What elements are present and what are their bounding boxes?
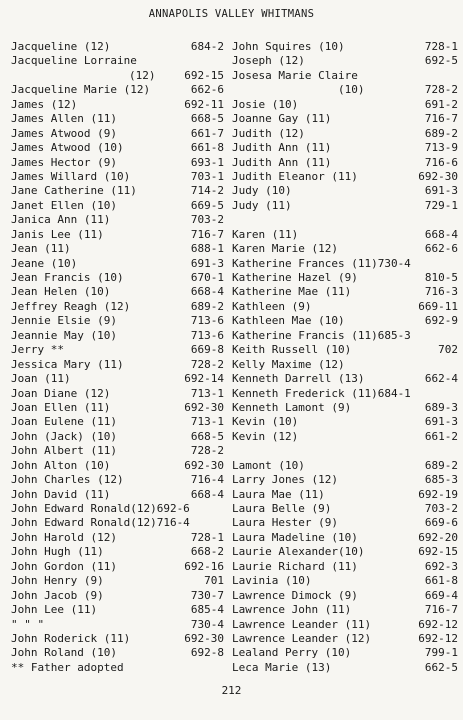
index-entry xyxy=(11,199,224,213)
index-entry xyxy=(11,401,224,415)
entry-name: Lawrence Leander (12) xyxy=(232,631,372,645)
entry-reference: 716-7 xyxy=(424,603,458,617)
index-entry xyxy=(11,141,224,155)
index-entry xyxy=(11,184,224,198)
index-entry xyxy=(232,502,458,516)
entry-reference: 661-7 xyxy=(190,126,224,140)
entry-name: Jennie Elsie (9) xyxy=(11,314,117,328)
index-entry xyxy=(11,285,224,299)
page-number: 212 xyxy=(221,684,242,697)
entry-reference: 692-9 xyxy=(424,314,458,328)
entry-name: Lealand Perry (10) xyxy=(232,646,352,660)
index-entry xyxy=(11,127,224,141)
entry-reference: 728-2 xyxy=(424,83,458,97)
index-entry xyxy=(11,69,224,83)
entry-reference: 692-3 xyxy=(424,559,458,573)
entry-name: Joseph (12) xyxy=(232,54,305,68)
index-entry xyxy=(232,40,458,54)
index-entry xyxy=(232,646,458,660)
entry-reference: 703-1 xyxy=(190,169,224,183)
entry-name: Lawrence Dimock (9) xyxy=(232,588,358,602)
entry-name: John Roderick (11) xyxy=(11,631,131,645)
entry-name: Laura Belle (9) xyxy=(232,502,332,515)
page-title: ANNAPOLIS VALLEY WHITMANS xyxy=(148,8,315,20)
entry-name: Laura Mae (11) xyxy=(232,487,325,501)
index-entry xyxy=(11,242,224,256)
entry-reference: 716-3 xyxy=(424,285,458,299)
index-entry xyxy=(11,603,224,617)
entry-reference: 728-2 xyxy=(190,357,224,371)
index-entry xyxy=(11,372,224,386)
entry-reference: 668-5 xyxy=(190,429,224,443)
index-entry xyxy=(232,156,458,170)
index-entry xyxy=(232,127,458,141)
index-entry xyxy=(11,661,224,675)
entry-reference: 703-2 xyxy=(190,213,224,227)
index-entry xyxy=(11,632,224,646)
index-entry xyxy=(11,213,224,227)
index-entry xyxy=(11,430,224,444)
entry-reference: 810-5 xyxy=(424,271,458,284)
index-entry xyxy=(11,618,224,632)
entry-name: John Edward Ronald(12)692-6 xyxy=(11,502,190,515)
entry-name: Kevin (12) xyxy=(232,429,299,443)
entry-reference: 691-3 xyxy=(190,256,224,270)
entry-name: John (Jack) (10) xyxy=(11,429,117,443)
entry-reference: 692-15 xyxy=(418,545,458,559)
entry-name: John David (11) xyxy=(11,487,111,501)
entry-name: Judith (12) xyxy=(232,126,305,140)
entry-reference: 692-12 xyxy=(418,617,458,631)
entry-reference: 692-19 xyxy=(418,487,458,501)
entry-name: Jacqueline (12) xyxy=(11,40,111,53)
index-entry xyxy=(11,415,224,429)
index-entry xyxy=(232,228,458,242)
entry-name: John Hugh (11) xyxy=(11,545,104,559)
index-entry xyxy=(232,271,458,285)
entry-name: " " " xyxy=(11,617,45,631)
entry-reference: 669-4 xyxy=(424,588,458,602)
entry-reference: 730-7 xyxy=(190,588,224,602)
entry-name: Laura Hester (9) xyxy=(232,516,338,530)
entry-name: Kenneth Darrell (13) xyxy=(232,372,365,386)
entry-reference: 730-4 xyxy=(190,617,224,631)
entry-reference: 799-1 xyxy=(424,646,458,660)
entry-name: Lamont (10) xyxy=(232,458,305,472)
index-entry xyxy=(11,545,224,559)
index-entry xyxy=(232,473,458,487)
entry-name: Katherine Frances (11)730-4 xyxy=(232,256,411,270)
entry-reference: 692-12 xyxy=(418,631,458,645)
entry-reference: 685-3 xyxy=(424,473,458,487)
entry-reference: 668-5 xyxy=(190,112,224,126)
entry-reference: 669-6 xyxy=(424,516,458,530)
index-entry xyxy=(11,228,224,242)
entry-name: (10) xyxy=(338,83,365,97)
entry-name: Jane Catherine (11) xyxy=(11,184,137,198)
entry-reference: 692-30 xyxy=(418,169,458,183)
index-entry xyxy=(11,459,224,473)
index-entry xyxy=(11,257,224,271)
index-entry xyxy=(232,170,458,184)
entry-name: Josesa Marie Claire xyxy=(232,68,358,82)
entry-name: Kathleen (9) xyxy=(232,299,312,313)
index-entry xyxy=(232,358,458,372)
index-entry xyxy=(11,40,224,54)
index-entry xyxy=(232,560,458,574)
index-entry xyxy=(232,603,458,617)
entry-reference: 661-2 xyxy=(424,429,458,443)
index-entry xyxy=(11,488,224,502)
entry-name: James Willard (10) xyxy=(11,169,131,183)
entry-name: Katherine Mae (11) xyxy=(232,285,352,299)
entry-reference: 669-11 xyxy=(418,299,458,313)
entry-name: James (12) xyxy=(11,97,78,111)
index-entry xyxy=(232,661,458,675)
entry-reference: 662-6 xyxy=(190,83,224,97)
entry-name: Jessica Mary (11) xyxy=(11,357,124,371)
entry-name: Jean Francis (10) xyxy=(11,271,124,284)
index-entry xyxy=(11,502,224,516)
entry-reference: 691-3 xyxy=(424,415,458,429)
entry-name: James Atwood (10) xyxy=(11,141,124,155)
entry-reference: 662-4 xyxy=(424,372,458,386)
entry-name: John Lee (11) xyxy=(11,603,98,617)
index-entry xyxy=(11,589,224,603)
index-entry xyxy=(11,54,224,68)
entry-reference: 729-1 xyxy=(424,198,458,212)
index-entry xyxy=(11,271,224,285)
entry-name: Kenneth Frederick (11)684-1 xyxy=(232,386,411,400)
entry-reference: 713-6 xyxy=(190,314,224,328)
entry-reference: 714-2 xyxy=(190,184,224,198)
entry-reference: 693-1 xyxy=(190,155,224,169)
entry-name: Joanne Gay (11) xyxy=(232,112,332,126)
entry-reference: 668-2 xyxy=(190,545,224,559)
entry-reference: 716-4 xyxy=(190,473,224,487)
entry-reference: 669-5 xyxy=(190,198,224,212)
entry-reference: 716-6 xyxy=(424,155,458,169)
entry-name: Kelly Maxime (12) xyxy=(232,357,345,371)
index-entry xyxy=(11,112,224,126)
index-entry xyxy=(232,589,458,603)
index-entry xyxy=(232,141,458,155)
entry-name: Jacqueline Lorraine xyxy=(11,54,137,68)
entry-name: Jean Helen (10) xyxy=(11,285,111,299)
index-entry xyxy=(11,560,224,574)
index-entry xyxy=(232,112,458,126)
index-entry xyxy=(232,401,458,415)
right-index-column xyxy=(232,40,458,675)
index-entry xyxy=(232,387,458,401)
entry-name: Karen (11) xyxy=(232,227,299,241)
index-entry xyxy=(232,184,458,198)
index-entry xyxy=(232,199,458,213)
entry-reference: 689-3 xyxy=(424,400,458,414)
entry-name: John Gordon (11) xyxy=(11,559,117,573)
entry-name: Lavinia (10) xyxy=(232,574,312,588)
entry-name: Josie (10) xyxy=(232,97,299,111)
entry-reference: 713-6 xyxy=(190,328,224,342)
entry-name: Joan Eulene (11) xyxy=(11,415,117,429)
index-entry xyxy=(11,98,224,112)
entry-reference: 661-8 xyxy=(190,141,224,155)
entry-reference: 713-1 xyxy=(190,386,224,400)
index-entry xyxy=(232,545,458,559)
entry-name: John Edward Ronald(12)716-4 xyxy=(11,516,190,530)
entry-reference: 669-8 xyxy=(190,343,224,357)
index-entry xyxy=(232,54,458,68)
index-entry xyxy=(232,329,458,343)
index-entry xyxy=(232,632,458,646)
index-entry xyxy=(232,372,458,386)
index-entry xyxy=(11,170,224,184)
index-entry xyxy=(11,329,224,343)
entry-name: John Alton (10) xyxy=(11,458,111,472)
entry-reference: 702 xyxy=(438,343,458,357)
entry-name: Joan Diane (12) xyxy=(11,386,111,400)
entry-reference: 713-1 xyxy=(190,415,224,429)
entry-reference: 716-7 xyxy=(190,227,224,241)
left-index-column xyxy=(11,40,224,675)
entry-name: Janica Ann (11) xyxy=(11,213,111,227)
entry-reference: 692-15 xyxy=(184,68,224,82)
entry-name: Janet Ellen (10) xyxy=(11,198,117,212)
entry-name: Keith Russell (10) xyxy=(232,343,352,357)
entry-name: Jean (11) xyxy=(11,242,71,256)
entry-name: Jeffrey Reagh (12) xyxy=(11,299,131,313)
index-entry xyxy=(232,98,458,112)
entry-name: Judith Eleanor (11) xyxy=(232,169,358,183)
entry-name: John Roland (10) xyxy=(11,646,117,660)
entry-name: (12) xyxy=(129,68,156,82)
index-entry xyxy=(232,444,458,458)
entry-name: Judith Ann (11) xyxy=(232,155,332,169)
entry-reference: 668-4 xyxy=(190,285,224,299)
entry-name: John Squires (10) xyxy=(232,40,345,53)
entry-reference: 670-1 xyxy=(190,271,224,284)
entry-reference: 716-7 xyxy=(424,112,458,126)
index-entry xyxy=(11,343,224,357)
index-entry xyxy=(232,574,458,588)
entry-name: John Jacob (9) xyxy=(11,588,104,602)
index-entry xyxy=(11,444,224,458)
entry-reference: 713-9 xyxy=(424,141,458,155)
index-entry xyxy=(11,83,224,97)
index-entry xyxy=(11,516,224,530)
entry-name: Kenneth Lamont (9) xyxy=(232,400,352,414)
entry-name: Lawrence John (11) xyxy=(232,603,352,617)
entry-name: Leca Marie (13) xyxy=(232,660,332,674)
entry-reference: 692-16 xyxy=(184,559,224,573)
index-entry xyxy=(232,531,458,545)
entry-name: John Harold (12) xyxy=(11,530,117,544)
entry-name: Judith Ann (11) xyxy=(232,141,332,155)
index-entry xyxy=(232,300,458,314)
entry-name: Jeannie May (10) xyxy=(11,328,117,342)
entry-name: Joan Ellen (11) xyxy=(11,400,111,414)
entry-reference: 728-1 xyxy=(424,40,458,53)
entry-reference: 661-8 xyxy=(424,574,458,588)
index-entry xyxy=(11,387,224,401)
entry-name: James Hector (9) xyxy=(11,155,117,169)
entry-name: Laura Madeline (10) xyxy=(232,530,358,544)
entry-name: ** Father adopted xyxy=(11,660,124,674)
entry-name: Joan (11) xyxy=(11,372,71,386)
entry-name: Laurie Richard (11) xyxy=(232,559,358,573)
entry-reference: 692-20 xyxy=(418,530,458,544)
index-entry xyxy=(232,285,458,299)
entry-name: Jacqueline Marie (12) xyxy=(11,83,151,97)
entry-name: Larry Jones (12) xyxy=(232,473,338,487)
entry-reference: 692-11 xyxy=(184,97,224,111)
entry-name: Katherine Hazel (9) xyxy=(232,271,358,284)
index-entry xyxy=(11,531,224,545)
index-entry xyxy=(11,574,224,588)
entry-reference: 692-30 xyxy=(184,458,224,472)
entry-reference: 692-30 xyxy=(184,400,224,414)
index-entry xyxy=(11,156,224,170)
entry-name: Katherine Francis (11)685-3 xyxy=(232,328,411,342)
index-entry xyxy=(11,314,224,328)
entry-name: Lawrence Leander (11) xyxy=(232,617,372,631)
entry-name: Karen Marie (12) xyxy=(232,242,338,256)
index-entry xyxy=(232,242,458,256)
entry-name: Kevin (10) xyxy=(232,415,299,429)
entry-name: Laurie Alexander(10) xyxy=(232,545,365,559)
index-entry xyxy=(11,473,224,487)
index-entry xyxy=(11,646,224,660)
index-entry xyxy=(232,213,458,227)
entry-name: John Albert (11) xyxy=(11,444,117,458)
entry-reference: 685-4 xyxy=(190,603,224,617)
entry-name: Janis Lee (11) xyxy=(11,227,104,241)
entry-reference: 689-2 xyxy=(424,126,458,140)
entry-reference: 701 xyxy=(204,574,224,588)
index-entry xyxy=(232,69,458,83)
index-entry xyxy=(232,314,458,328)
entry-reference: 691-2 xyxy=(424,97,458,111)
index-entry xyxy=(232,83,458,97)
index-entry xyxy=(232,459,458,473)
index-entry xyxy=(232,618,458,632)
index-entry xyxy=(11,358,224,372)
entry-reference: 662-6 xyxy=(424,242,458,256)
entry-name: James Allen (11) xyxy=(11,112,117,126)
index-entry xyxy=(232,488,458,502)
entry-reference: 692-8 xyxy=(190,646,224,660)
entry-reference: 668-4 xyxy=(424,227,458,241)
entry-reference: 703-2 xyxy=(424,502,458,515)
entry-reference: 662-5 xyxy=(424,660,458,674)
entry-reference: 688-1 xyxy=(190,242,224,256)
index-entry xyxy=(232,257,458,271)
entry-name: Jerry ** xyxy=(11,343,64,357)
entry-reference: 692-5 xyxy=(424,54,458,68)
index-entry xyxy=(232,430,458,444)
entry-name: Judy (11) xyxy=(232,198,292,212)
entry-reference: 668-4 xyxy=(190,487,224,501)
index-entry xyxy=(232,516,458,530)
entry-name: Judy (10) xyxy=(232,184,292,198)
entry-reference: 692-30 xyxy=(184,631,224,645)
index-entry xyxy=(232,415,458,429)
entry-name: Kathleen Mae (10) xyxy=(232,314,345,328)
entry-reference: 691-3 xyxy=(424,184,458,198)
index-entry xyxy=(232,343,458,357)
entry-name: James Atwood (9) xyxy=(11,126,117,140)
entry-reference: 684-2 xyxy=(190,40,224,53)
entry-reference: 689-2 xyxy=(190,299,224,313)
entry-reference: 728-1 xyxy=(190,530,224,544)
entry-name: John Henry (9) xyxy=(11,574,104,588)
entry-name: Jeane (10) xyxy=(11,256,78,270)
entry-name: John Charles (12) xyxy=(11,473,124,487)
entry-reference: 728-2 xyxy=(190,444,224,458)
entry-reference: 692-14 xyxy=(184,372,224,386)
index-entry xyxy=(11,300,224,314)
entry-reference: 689-2 xyxy=(424,458,458,472)
